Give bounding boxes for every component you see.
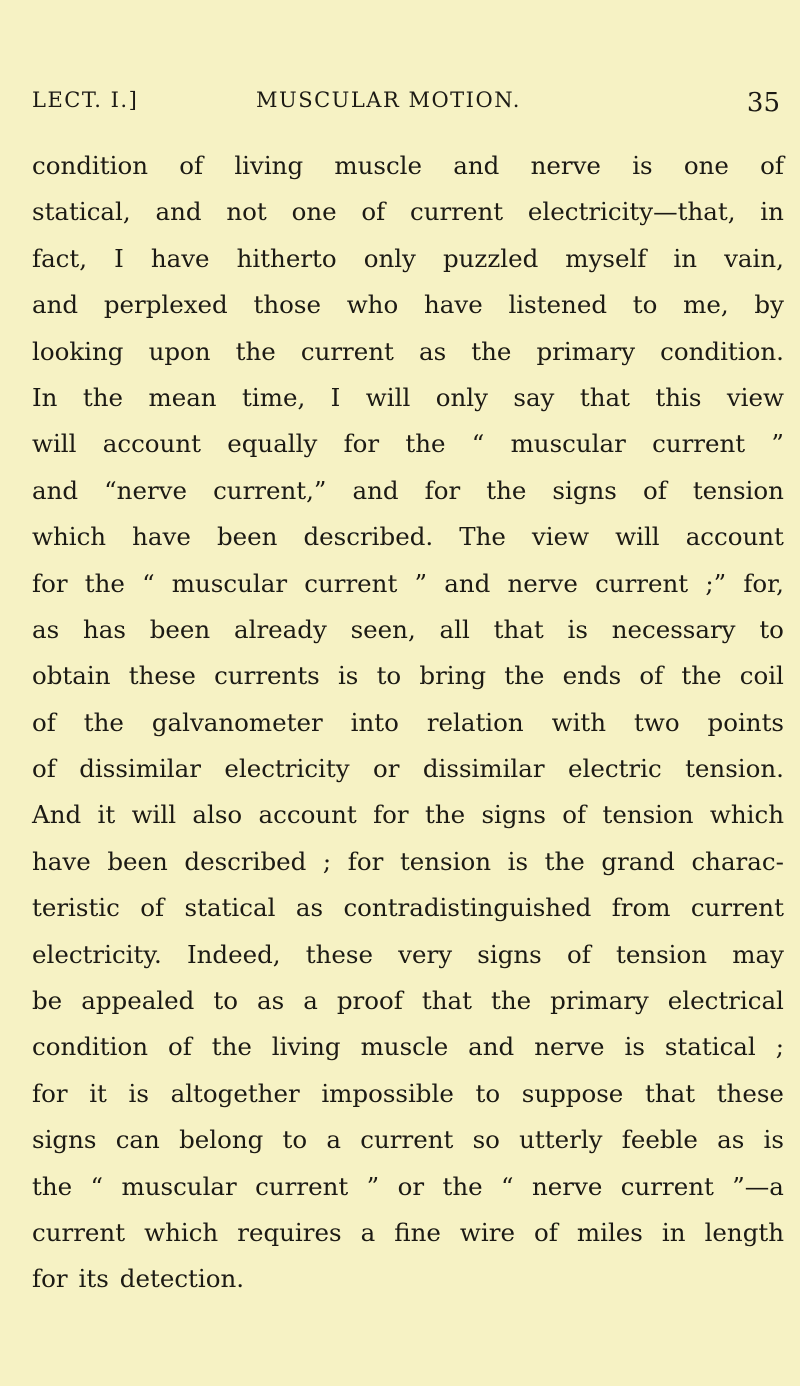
text-line: have been described ; for tension is the grand charac-	[32, 846, 784, 876]
page-number: 35	[746, 88, 780, 118]
text-line: of the galvanometer into relation with two points	[32, 707, 784, 737]
text-line: for its detection.	[32, 1264, 245, 1294]
text-line: statical, and not one of current electricity—that, in	[32, 197, 784, 227]
body-paragraph	[32, 143, 784, 1303]
text-line: of dissimilar electricity or dissimilar electric tension.	[32, 754, 784, 784]
chapter-title: MUSCULAR MOTION.	[256, 88, 521, 112]
text-line: current which requires a fine wire of miles in length	[32, 1217, 784, 1247]
text-line: which have been described. The view will account	[32, 522, 784, 552]
text-line: and “nerve current,” and for the signs of tension	[32, 475, 784, 505]
text-line: In the mean time, I will only say that this view	[32, 382, 784, 412]
text-line: for the “ muscular current ” and nerve current ;” for,	[32, 568, 784, 598]
running-header	[32, 88, 780, 118]
text-line: looking upon the current as the primary condition.	[32, 336, 784, 366]
text-line: electricity. Indeed, these very signs of tension may	[32, 939, 784, 969]
text-line: and perplexed those who have listened to me, by	[32, 290, 784, 320]
text-line: signs can belong to a current so utterly feeble as is	[32, 1125, 784, 1155]
text-line: condition of living muscle and nerve is one of	[32, 151, 784, 180]
text-line: for it is altogether impossible to suppose that these	[32, 1078, 784, 1108]
text-line: condition of the living muscle and nerve is statical ;	[32, 1032, 784, 1062]
text-line: And it will also account for the signs of tension which	[32, 800, 784, 830]
text-line: as has been already seen, all that is necessary to	[32, 614, 784, 644]
text-line: teristic of statical as contradistinguished from current	[32, 893, 784, 923]
lecture-label: LECT. I.]	[32, 88, 139, 112]
text-line: fact, I have hitherto only puzzled myself in vain,	[32, 243, 784, 273]
text-line: be appealed to as a proof that the primary electrical	[32, 986, 784, 1016]
text-line: obtain these currents is to bring the ends of the coil	[32, 661, 784, 691]
text-line: will account equally for the “ muscular current ”	[32, 429, 784, 459]
text-line: the “ muscular current ” or the “ nerve current ”—a	[32, 1171, 784, 1201]
